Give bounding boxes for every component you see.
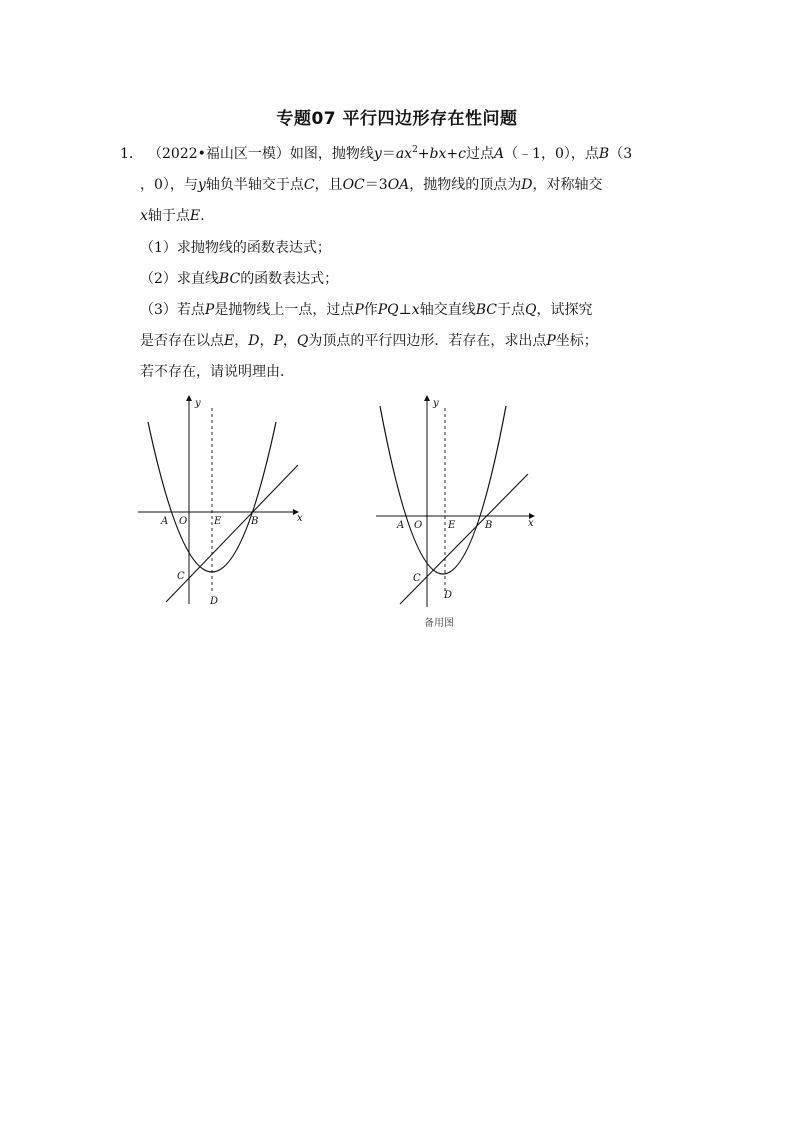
label-c: C: [413, 573, 421, 584]
parabola-figure-main: [130, 392, 310, 614]
problem-number: 1.: [120, 146, 134, 162]
problem-line-1: （2022•福山区一模）如图，抛物线$y=ax^2+bx+c$过点A（﹣1，0），点B（3: [148, 145, 633, 162]
label-e: E: [214, 516, 222, 527]
problem-line-2: ，0），与y轴负半轴交于点C，且OC＝3OA，抛物线的顶点为D，对称轴交: [140, 177, 603, 193]
label-d: D: [444, 590, 453, 601]
label-x: x: [528, 518, 534, 529]
label-o: O: [414, 520, 423, 531]
label-a: A: [397, 520, 405, 531]
label-b: B: [251, 516, 259, 527]
label-e: E: [448, 520, 456, 531]
label-b: B: [485, 520, 493, 531]
label-c: C: [177, 571, 185, 582]
question-3-line-2: 是否存在以点E，D，P，Q为顶点的平行四边形．若存在，求出点P坐标；: [140, 333, 598, 349]
label-y: y: [195, 398, 201, 409]
question-3-line-1: （3）若点P是抛物线上一点，过点P作PQ⊥x轴交直线BC于点Q，试探究: [140, 302, 593, 318]
problem-line-3: x轴于点E.: [140, 208, 205, 224]
label-y: y: [433, 398, 439, 409]
line-bc: [166, 465, 298, 602]
question-2: （2）求直线BC的函数表达式；: [140, 271, 339, 287]
label-o: O: [179, 516, 188, 527]
page-title: 专题07 平行四边形存在性问题: [276, 109, 518, 129]
question-3-line-3: 若不存在，请说明理由．: [140, 364, 294, 380]
label-x: x: [297, 513, 303, 524]
label-d: D: [210, 596, 219, 607]
parabola-figure-spare: [368, 392, 548, 614]
figure-caption: 备用图: [424, 618, 454, 629]
question-1: （1）求抛物线的函数表达式；: [140, 240, 331, 256]
label-a: A: [161, 516, 169, 527]
